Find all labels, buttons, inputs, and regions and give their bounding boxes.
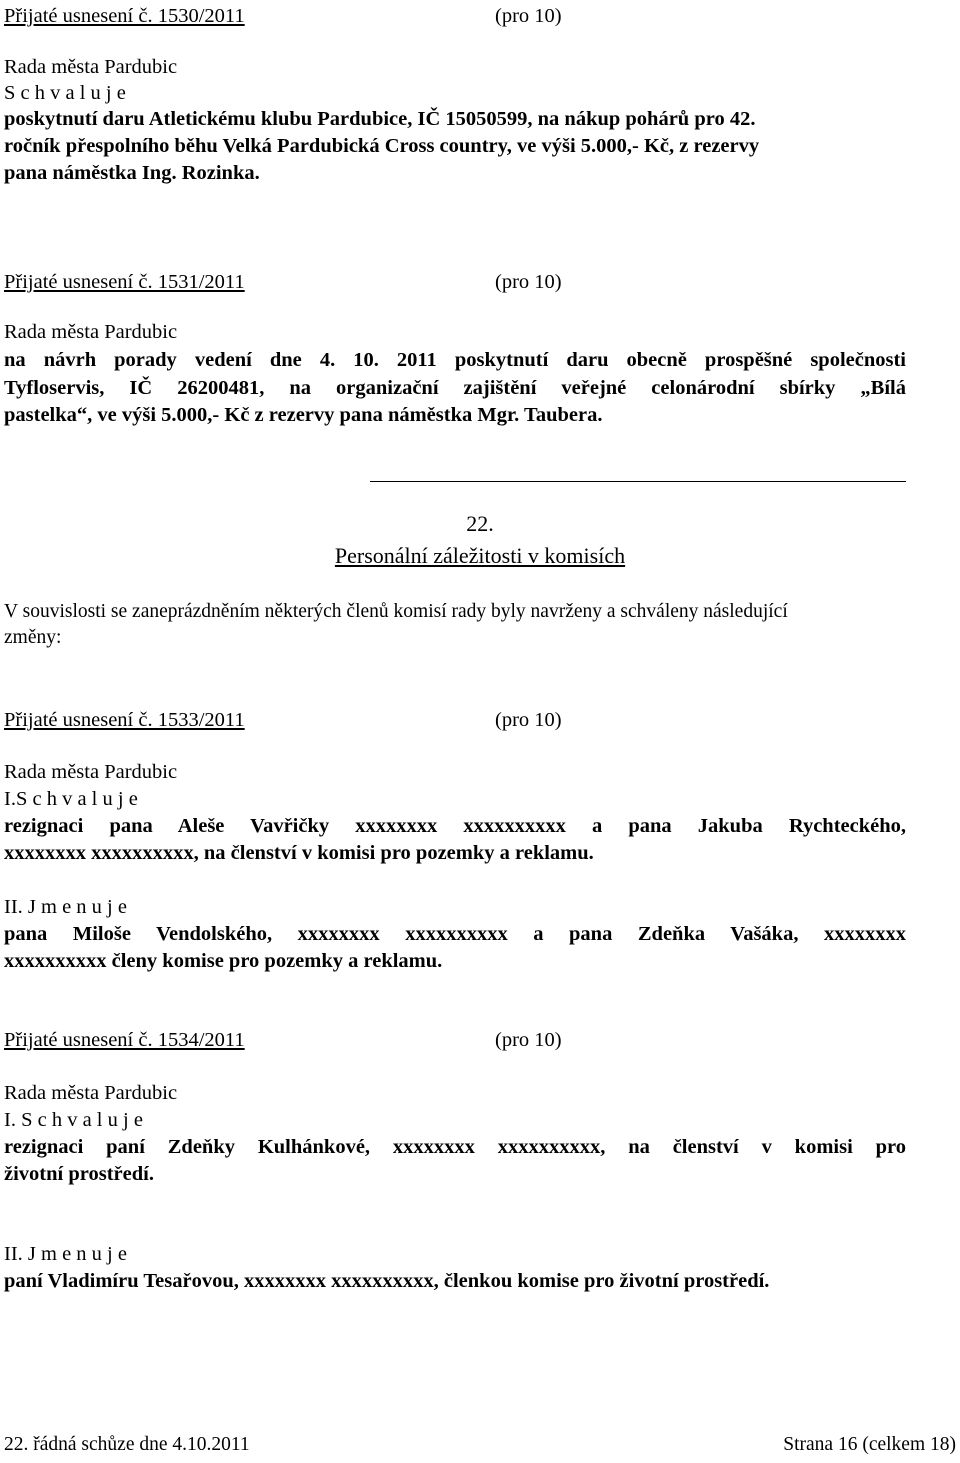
section-intro-line: V souvislosti se zaneprázdněním některých členů komisí rady byly navrženy a schváleny následující bbox=[4, 601, 788, 622]
resolution-1534-vote: (pro 10) bbox=[495, 1029, 562, 1051]
resolution-1530-vote: (pro 10) bbox=[495, 5, 562, 27]
resolution-1533-approve-line: xxxxxxxx xxxxxxxxxx, na členství v komisi pro pozemky a reklamu. bbox=[4, 842, 594, 864]
resolution-1531-body-line: Tyfloservis, IČ 26200481, na organizační zajištění veřejné celonárodní sbírky „Bílá bbox=[4, 377, 906, 399]
footer-page-number: Strana 16 (celkem 18) bbox=[783, 1434, 956, 1455]
resolution-1534-appoint-verb: II. J m e n u j e bbox=[4, 1243, 127, 1265]
resolution-1530-body-line: poskytnutí daru Atletickému klubu Pardubice, IČ 15050599, na nákup pohárů pro 42. bbox=[4, 108, 756, 130]
section-title: Personální záležitosti v komisích bbox=[334, 543, 626, 568]
resolution-1534-council: Rada města Pardubic bbox=[4, 1082, 178, 1104]
resolution-1534-heading: Přijaté usnesení č. 1534/2011 bbox=[4, 1029, 245, 1051]
resolution-1534-approve-line: rezignaci paní Zdeňky Kulhánkové, xxxxxxxx xxxxxxxxxx, na členství v komisi pro bbox=[4, 1136, 906, 1158]
resolution-1534-approve-line: životní prostředí. bbox=[4, 1163, 154, 1185]
resolution-1530-body-line: pana náměstka Ing. Rozinka. bbox=[4, 162, 260, 184]
section-intro-line: změny: bbox=[4, 627, 62, 648]
resolution-1530-body-line: ročník přespolního běhu Velká Pardubická Cross country, ve výši 5.000,- Kč, z rezervy bbox=[4, 135, 760, 157]
resolution-1530-verb: S c h v a l u j e bbox=[4, 82, 126, 104]
resolution-1533-approve-line: rezignaci pana Aleše Vavřičky xxxxxxxx xxxxxxxxxx a pana Jakuba Rychteckého, bbox=[4, 815, 906, 837]
resolution-1534-appoint-line: paní Vladimíru Tesařovou, xxxxxxxx xxxxxxxxxx, členkou komise pro životní prostředí. bbox=[4, 1270, 770, 1292]
section-number: 22. bbox=[466, 511, 494, 536]
resolution-1531-council: Rada města Pardubic bbox=[4, 321, 178, 343]
footer-meeting-date: 22. řádná schůze dne 4.10.2011 bbox=[4, 1434, 250, 1455]
resolution-1530-council: Rada města Pardubic bbox=[4, 56, 178, 78]
section-divider bbox=[370, 481, 906, 482]
resolution-1533-council: Rada města Pardubic bbox=[4, 761, 178, 783]
resolution-1531-heading: Přijaté usnesení č. 1531/2011 bbox=[4, 271, 245, 293]
resolution-1533-appoint-line: xxxxxxxxxx členy komise pro pozemky a reklamu. bbox=[4, 950, 443, 972]
resolution-1533-appoint-line: pana Miloše Vendolského, xxxxxxxx xxxxxxxxxx a pana Zdeňka Vašáka, xxxxxxxx bbox=[4, 923, 906, 945]
resolution-1530-heading: Přijaté usnesení č. 1530/2011 bbox=[4, 5, 245, 27]
resolution-1531-vote: (pro 10) bbox=[495, 271, 562, 293]
resolution-1534-approve-verb: I. S c h v a l u j e bbox=[4, 1109, 143, 1131]
resolution-1533-appoint-verb: II. J m e n u j e bbox=[4, 896, 127, 918]
resolution-1533-approve-verb: I.S c h v a l u j e bbox=[4, 788, 138, 810]
resolution-1533-heading: Přijaté usnesení č. 1533/2011 bbox=[4, 709, 245, 731]
resolution-1531-body-line: pastelka“, ve výši 5.000,- Kč z rezervy pana náměstka Mgr. Taubera. bbox=[4, 404, 603, 426]
resolution-1531-body-line: na návrh porady vedení dne 4. 10. 2011 poskytnutí daru obecně prospěšné společnosti bbox=[4, 349, 906, 371]
resolution-1533-vote: (pro 10) bbox=[495, 709, 562, 731]
